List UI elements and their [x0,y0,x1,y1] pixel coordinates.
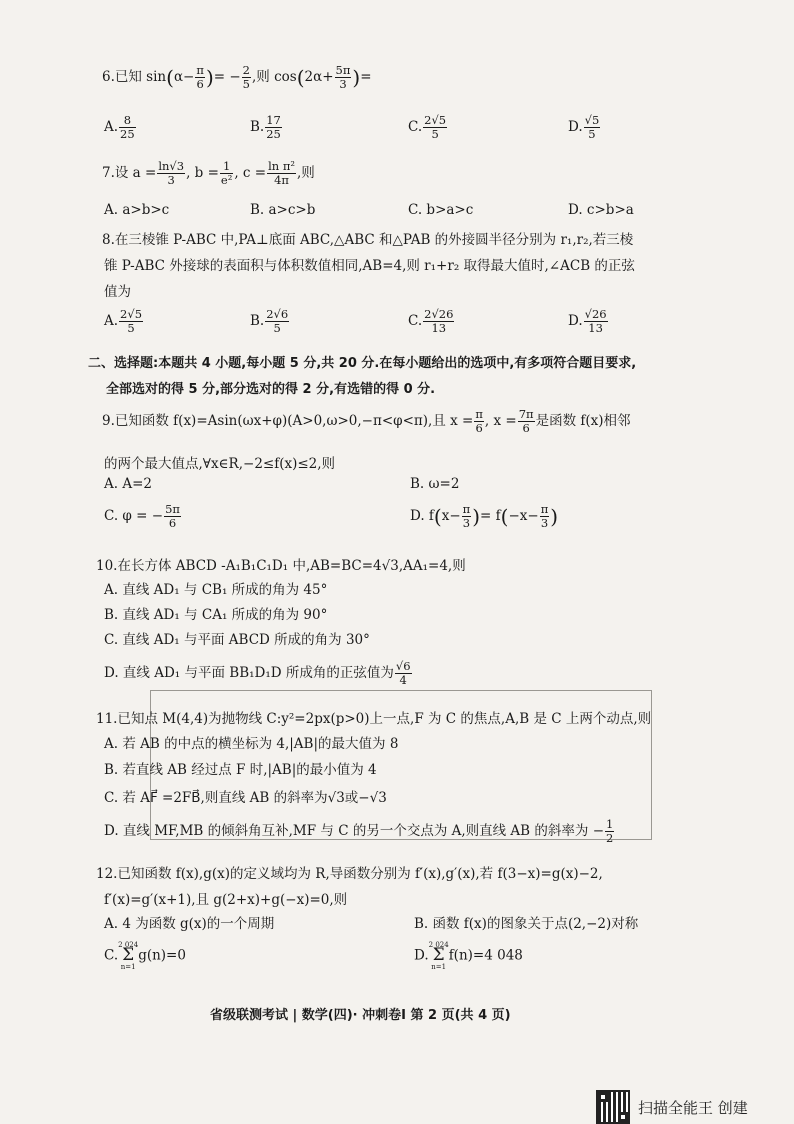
q12-option-a: A. 4 为函数 g(x)的一个周期 [104,916,275,932]
q9-option-a: A. A=2 [104,476,152,492]
q7-option-c: C. b>a>c [408,202,474,218]
q7-option-b: B. a>c>b [250,202,316,218]
q6-option-a: A. $\frac{8}{25}$ [104,113,135,142]
q12-stem-line1: 12.已知函数 f(x),g(x)的定义域均为 R,导函数分别为 f′(x),g′(x),若 f(3−x)=g(x)−2, [96,866,603,882]
q8-stem-line3: 值为 [104,284,131,300]
q10-option-d: D. 直线 AD₁ 与平面 BB₁D₁D 所成角的正弦值为 $\frac{√6}{4}$ [104,659,411,688]
section-2-heading-line2: 全部选对的得 5 分,部分选对的得 2 分,有选错的得 0 分. [106,382,436,397]
q9-option-b: B. ω=2 [410,476,460,492]
q6-option-c: C. $\frac{2√5}{5}$ [408,113,447,142]
q12-option-d: D.2 024 Σ n=1f(n)=4 048 [414,941,523,971]
q8-stem-line1: 8.在三棱锥 P-ABC 中,PA⊥底面 ABC,△ABC 和△PAB 的外接圆半径分别为 r₁,r₂,若三棱 [102,232,634,248]
page-footer: 省级联测考试 | 数学(四)· 冲刺卷Ⅰ 第 2 页(共 4 页) [210,1008,511,1023]
q11-option-c: C. 若 AF⃗ =2FB⃗,则直线 AB 的斜率为√3或−√3 [104,790,387,806]
scanner-watermark-text: 扫描全能王 创建 [638,1098,748,1117]
q12-option-c: C.2 024 Σ n=1g(n)=0 [104,941,186,971]
q9-stem-line1: 9.已知函数 f(x)=Asin(ωx+φ)(A>0,ω>0,−π<φ<π),且 x = $\frac{\pi}{6}$ , x = $\frac{7\pi}{6}$ 是函数 f(x)相邻 [102,407,631,436]
qr-code-icon [596,1090,630,1124]
q6-stem: 6.已知 sin(α− $\frac{\pi}{6}$ )= − $\frac{2}{5}$ ,则 cos(2α+ $\frac{5\pi}{3}$ )= [102,63,372,92]
q8-stem-line2: 锥 P-ABC 外接球的表面积与体积数值相同,AB=4,则 r₁+r₂ 取得最大值时,∠ACB 的正弦 [104,258,635,274]
section-2-heading-line1: 二、选择题:本题共 4 小题,每小题 5 分,共 20 分.在每小题给出的选项中,有多项符合题目要求, [88,356,637,371]
q10-option-b: B. 直线 AD₁ 与 CA₁ 所成的角为 90° [104,607,328,623]
q11-option-b: B. 若直线 AB 经过点 F 时,|AB|的最小值为 4 [104,762,377,778]
scanner-watermark [596,1090,748,1124]
q6-option-b: B. $\frac{17}{25}$ [250,113,281,142]
q7-option-d: D. c>b>a [568,202,634,218]
summation-symbol: 2 024 Σ n=1 [428,941,449,971]
q9-option-d: D. f(x− $\frac{\pi}{3}$ )= f(−x− $\frac{\pi}{3}$ ) [410,502,559,531]
q10-option-c: C. 直线 AD₁ 与平面 ABCD 所成的角为 30° [104,632,370,648]
q11-option-d: D. 直线 MF,MB 的倾斜角互补,MF 与 C 的另一个交点为 A,则直线 AB 的斜率为 − $\frac{1}{2}$ [104,817,614,846]
q12-stem-line2: f′(x)=g′(x+1),且 g(2+x)+g(−x)=0,则 [104,892,348,908]
q7-option-a: A. a>b>c [104,202,170,218]
q9-option-c: C. φ = − $\frac{5\pi}{6}$ [104,502,180,531]
summation-symbol: 2 024 Σ n=1 [118,941,139,971]
q9-stem-line2: 的两个最大值点,∀x∈R,−2≤f(x)≤2,则 [104,456,336,472]
q10-option-a: A. 直线 AD₁ 与 CB₁ 所成的角为 45° [104,582,328,598]
q7-stem: 7.设 a = $\frac{\ln√3}{3}$ , b = $\frac{1}{\text{e²}}$ , c = $\frac{\text{ln π²}}{4\pi}$ ,则 [102,159,315,188]
q12-option-b: B. 函数 f(x)的图象关于点(2,−2)对称 [414,916,639,932]
q8-option-d: D. $\frac{√26}{13}$ [568,307,607,336]
q6-option-d: D. $\frac{√5}{5}$ [568,113,600,142]
q8-option-a: A. $\frac{2√5}{5}$ [104,307,143,336]
q11-option-a: A. 若 AB 的中点的横坐标为 4,|AB|的最大值为 8 [104,736,399,752]
q8-option-c: C. $\frac{2√26}{13}$ [408,307,454,336]
q11-stem: 11.已知点 M(4,4)为抛物线 C:y²=2px(p>0)上一点,F 为 C 的焦点,A,B 是 C 上两个动点,则 [96,711,652,727]
q10-stem: 10.在长方体 ABCD -A₁B₁C₁D₁ 中,AB=BC=4√3,AA₁=4,则 [96,558,466,574]
q8-option-b: B. $\frac{2√6}{5}$ [250,307,289,336]
